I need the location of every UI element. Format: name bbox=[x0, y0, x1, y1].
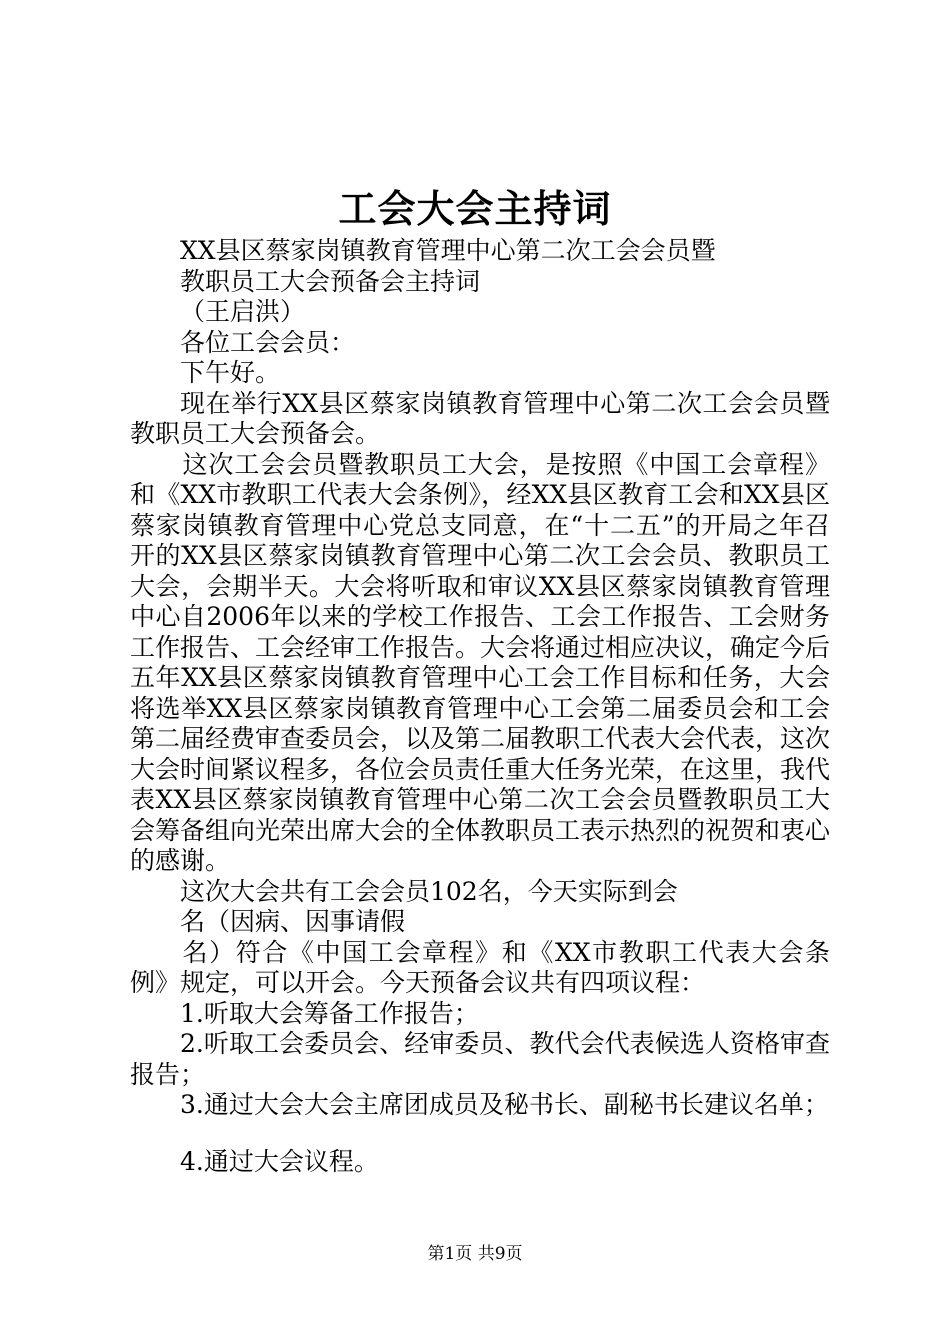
paragraph-main: 这次工会会员暨教职员工大会，是按照《中国工会章程》和《XX市教职工代表大会条例》，经XX县区教育工会和XX县区蔡家岗镇教育管理中心党总支同意，在“十二五”的开局之年召开的XX县区蔡家岗镇教育管理中心第二次工会会员、教职员工大会，会期半天。大会将听取和审议XX县区蔡家岗镇教育管理中心自2006年以来的学校工作报告、工会工作报告、工会财务工作报告、工会经审工作报告。大会将通过相应决议，确定今后五年XX县区蔡家岗镇教育管理中心工会工作目标和任务，大会将选举XX县区蔡家岗镇教育管理中心工会第二届委员会和工会第二届经费审查委员会，以及第二届教职工代表大会代表，这次大会时间紧议程多，各位会员责任重大任务光荣，在这里，我代表XX县区蔡家岗镇教育管理中心第二次工会会员暨教职员工大会筹备组向光荣出席大会的全体教职员工表示热烈的祝贺和衷心的感谢。 bbox=[130, 449, 831, 875]
agenda-item-3: 3.通过大会大会主席团成员及秘书长、副秘书长建议名单； bbox=[180, 1090, 829, 1119]
agenda-item-2: 2.听取工会委员会、经审委员、教代会代表候选人资格审查报告； bbox=[130, 1029, 830, 1089]
paragraph-greeting: 下午好。 bbox=[180, 358, 281, 387]
agenda-item-4: 4.通过大会议程。 bbox=[180, 1146, 379, 1176]
paragraph-opening: 现在举行XX县区蔡家岗镇教育管理中心第二次工会会员暨教职员工大会预备会。 bbox=[130, 388, 830, 448]
paragraph-author: （王启洪） bbox=[180, 297, 306, 326]
paragraph-attendance-1: 这次大会共有工会会员102名，今天实际到会 bbox=[180, 876, 678, 906]
paragraph-salutation: 各位工会会员： bbox=[180, 327, 356, 357]
paragraph-heading-line-1: XX县区蔡家岗镇教育管理中心第二次工会会员暨 bbox=[180, 236, 716, 265]
paragraph-attendance-3: 名）符合《中国工会章程》和《XX市教职工代表大会条例》规定，可以开会。今天预备会议共有四项议程： bbox=[130, 937, 830, 997]
document-body bbox=[130, 236, 830, 1177]
document-title: 工会大会主持词 bbox=[338, 186, 612, 231]
agenda-item-1: 1.听取大会筹备工作报告； bbox=[180, 998, 479, 1028]
page-footer: 第1页 共9页 bbox=[427, 1244, 523, 1264]
paragraph-attendance-2: 名（因病、因事请假 bbox=[180, 907, 406, 936]
paragraph-heading-line-2: 教职员工大会预备会主持词 bbox=[180, 266, 481, 296]
